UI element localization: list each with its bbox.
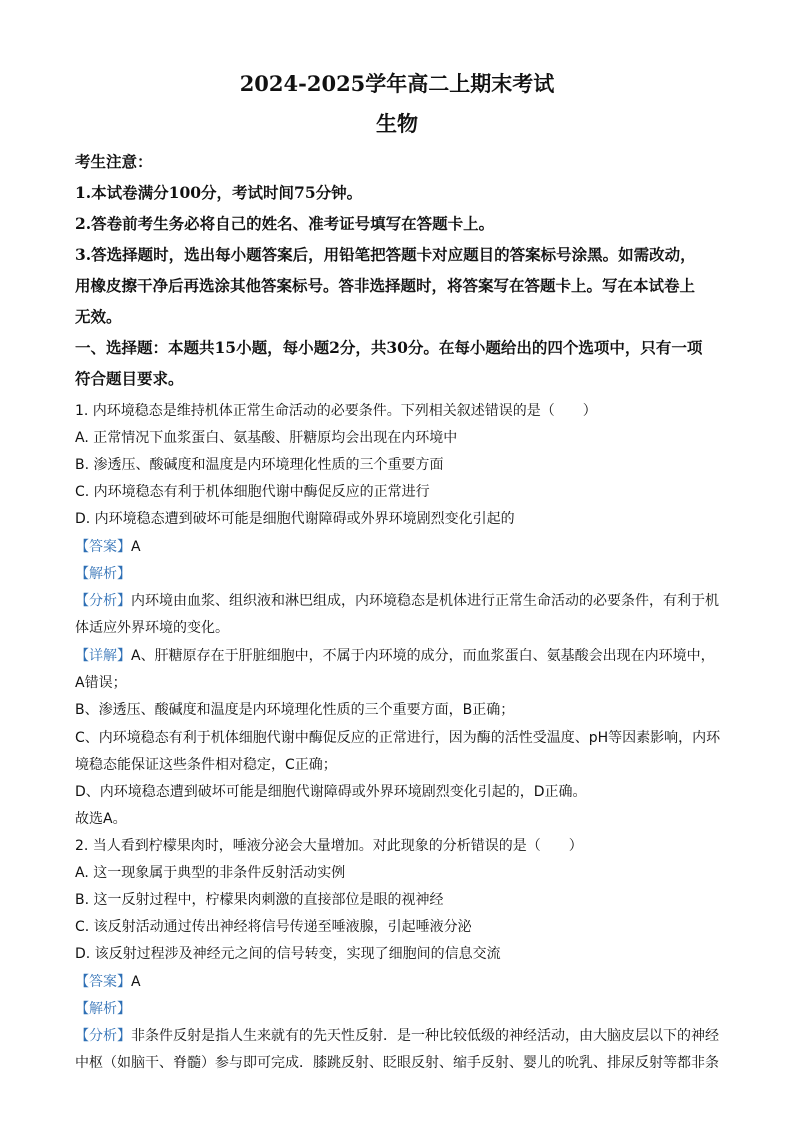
fenxi-text: 内环境由血浆、组织液和淋巴组成，内环境稳态是机体进行正常生命活动的必要条件，有利于机 bbox=[131, 593, 719, 609]
notice-item-3-cont: 用橡皮擦干净后再选涂其他答案标号。答非选择题时，将答案写在答题卡上。写在本试卷上 bbox=[75, 276, 696, 295]
q2-analysis-tag: 【解析】 bbox=[75, 1001, 131, 1017]
q1-fenxi-cont: 体适应外界环境的变化。 bbox=[75, 620, 229, 636]
q1-fenxi bbox=[75, 590, 719, 610]
q2-answer bbox=[75, 971, 141, 991]
q2-stem: 2. 当人看到柠檬果肉时，唾液分泌会大量增加。对此现象的分析错误的是（ ） bbox=[75, 838, 583, 854]
fenxi-text: 非条件反射是指人生来就有的先天性反射．是一种比较低级的神经活动，由大脑皮层以下的神经 bbox=[131, 1028, 719, 1044]
q1-xiangjie bbox=[75, 645, 715, 665]
q2-option-c: C. 该反射活动通过传出神经将信号传递至唾液腺，引起唾液分泌 bbox=[75, 919, 472, 935]
q1-option-c: C. 内环境稳态有利于机体细胞代谢中酶促反应的正常进行 bbox=[75, 484, 430, 500]
fenxi-tag: 【分析】 bbox=[75, 1028, 131, 1044]
q1-explain-c-cont: 境稳态能保证这些条件相对稳定，C正确； bbox=[75, 757, 337, 773]
section-heading: 一、选择题：本题共15小题，每小题2分，共30分。在每小题给出的四个选项中，只有一项 bbox=[75, 338, 703, 357]
notice-heading: 考生注意： bbox=[75, 152, 153, 171]
q1-stem: 1. 内环境稳态是维持机体正常生命活动的必要条件。下列相关叙述错误的是（ ） bbox=[75, 403, 597, 419]
notice-item-3-end: 无效。 bbox=[75, 307, 122, 326]
q1-option-d: D. 内环境稳态遭到破坏可能是细胞代谢障碍或外界环境剧烈变化引起的 bbox=[75, 511, 515, 527]
notice-item-1: 1.本试卷满分100分，考试时间75分钟。 bbox=[75, 183, 363, 202]
q1-explain-d: D、内环境稳态遭到破坏可能是细胞代谢障碍或外界环境剧烈变化引起的，D正确。 bbox=[75, 784, 587, 800]
q2-fenxi-cont: 中枢（如脑干、脊髓）参与即可完成．膝跳反射、眨眼反射、缩手反射、婴儿的吮乳、排尿反射等都非条 bbox=[75, 1055, 719, 1071]
q2-option-b: B. 这一反射过程中，柠檬果肉刺激的直接部位是眼的视神经 bbox=[75, 892, 444, 908]
q2-fenxi bbox=[75, 1025, 719, 1045]
notice-item-3: 3.答选择题时，选出每小题答案后，用铅笔把答题卡对应题目的答案标号涂黑。如需改动， bbox=[75, 245, 696, 264]
q1-explain-c: C、内环境稳态有利于机体细胞代谢中酶促反应的正常进行，因为酶的活性受温度、pH等因素影响，内环 bbox=[75, 730, 721, 746]
q1-conclusion: 故选A。 bbox=[75, 811, 127, 827]
answer-tag: 【答案】 bbox=[75, 539, 131, 555]
exam-title: 2024-2025学年高二上期末考试 bbox=[239, 71, 555, 96]
section-heading-cont: 符合题目要求。 bbox=[75, 369, 184, 388]
q1-analysis-tag: 【解析】 bbox=[75, 566, 131, 582]
q2-option-a: A. 这一现象属于典型的非条件反射活动实例 bbox=[75, 865, 346, 881]
subject-title: 生物 bbox=[376, 111, 418, 136]
q1-option-b: B. 渗透压、酸碱度和温度是内环境理化性质的三个重要方面 bbox=[75, 457, 444, 473]
q2-option-d: D. 该反射过程涉及神经元之间的信号转变，实现了细胞间的信息交流 bbox=[75, 946, 501, 962]
xiangjie-text: A、肝糖原存在于肝脏细胞中，不属于内环境的成分，而血浆蛋白、氨基酸会出现在内环境中， bbox=[131, 648, 715, 664]
q1-xiangjie-cont: A错误； bbox=[75, 675, 127, 691]
xiangjie-tag: 【详解】 bbox=[75, 648, 131, 664]
fenxi-tag: 【分析】 bbox=[75, 593, 131, 609]
answer-value: A bbox=[131, 539, 141, 555]
q1-explain-b: B、渗透压、酸碱度和温度是内环境理化性质的三个重要方面，B正确； bbox=[75, 702, 515, 718]
notice-item-2: 2.答卷前考生务必将自己的姓名、准考证号填写在答题卡上。 bbox=[75, 214, 495, 233]
q1-answer bbox=[75, 536, 141, 556]
answer-value: A bbox=[131, 974, 141, 990]
q1-option-a: A. 正常情况下血浆蛋白、氨基酸、肝糖原均会出现在内环境中 bbox=[75, 430, 458, 446]
answer-tag: 【答案】 bbox=[75, 974, 131, 990]
